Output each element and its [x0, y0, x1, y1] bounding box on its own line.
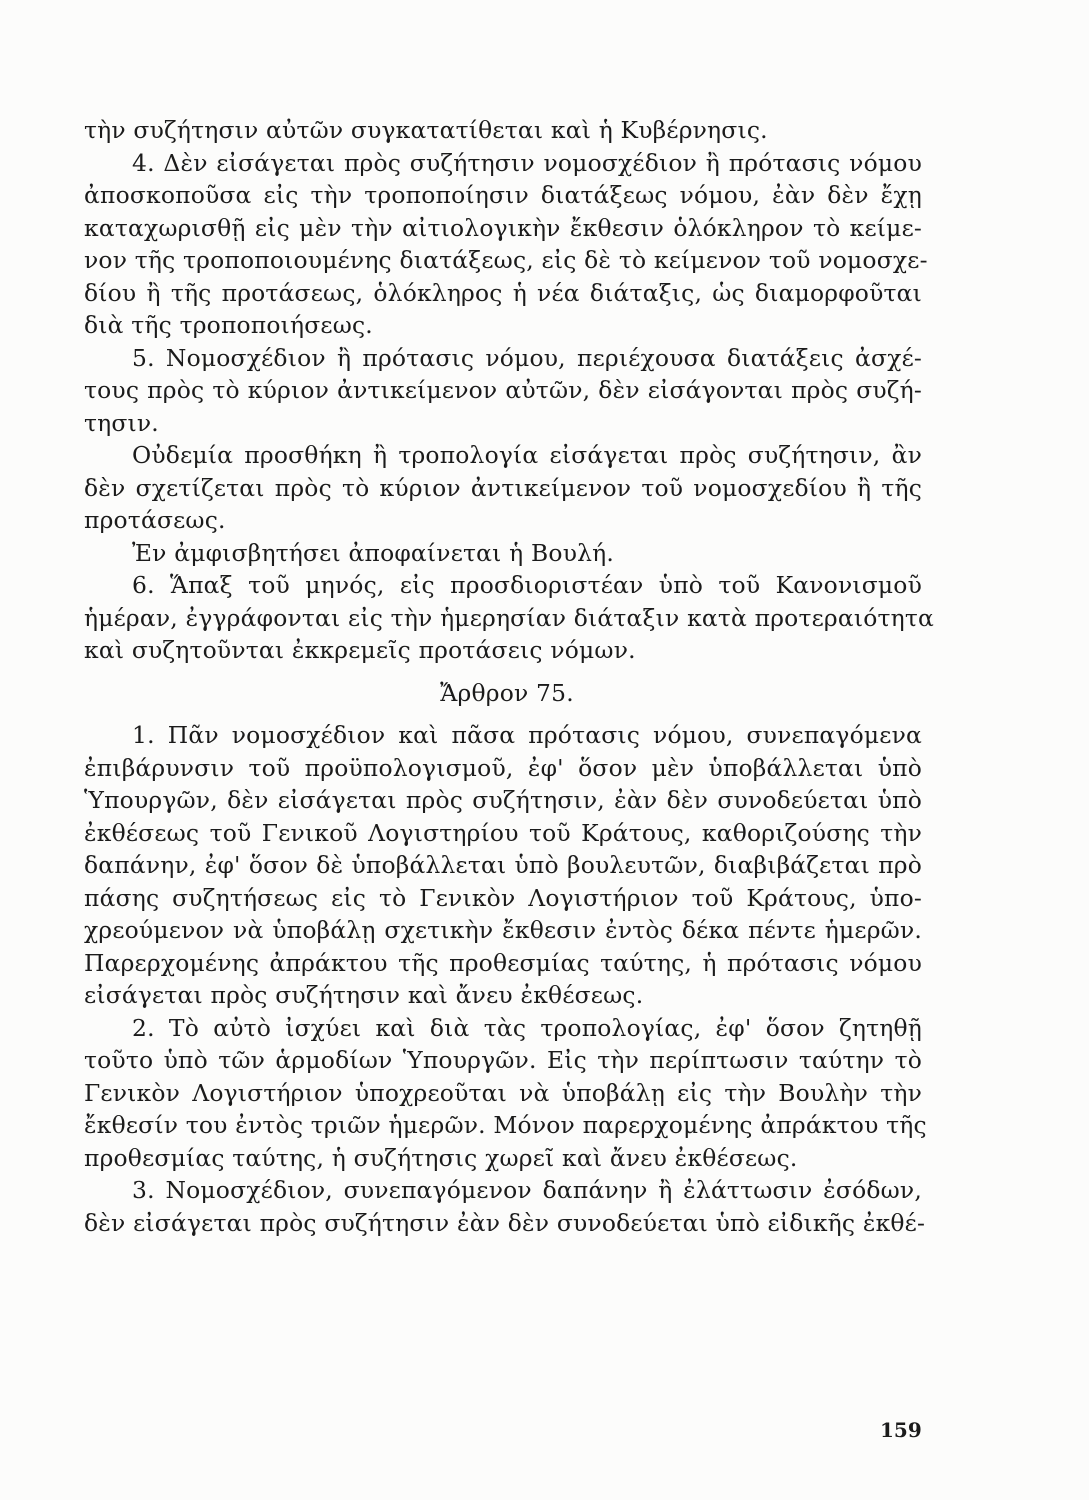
article-heading: Ἄρθρον 75. — [440, 678, 574, 707]
text-line: ἐκθέσεως τοῦ Γενικοῦ Λογιστηρίου τοῦ Κράτους, καθοριζούσης τὴν — [84, 818, 922, 847]
text-line: δίου ἢ τῆς προτάσεως, ὁλόκληρος ἡ νέα διάταξις, ὡς διαμορφοῦται — [84, 278, 922, 307]
text-line: προτάσεως. — [84, 506, 226, 534]
text-line: προθεσμίας ταύτης, ἡ συζήτησις χωρεῖ καὶ ἄνευ ἐκθέσεως. — [84, 1143, 798, 1172]
body-text — [84, 114, 935, 1239]
text-line: δὲν εἰσάγεται πρὸς συζήτησιν ἐὰν δὲν συνοδεύεται ὑπὸ εἰδικῆς ἐκθέ- — [84, 1208, 926, 1237]
page-number: 159 — [880, 1418, 922, 1442]
text-line: 3. Νομοσχέδιον, συνεπαγόμενον δαπάνην ἢ ἐλάττωσιν ἐσόδων, — [132, 1176, 922, 1204]
spacer — [84, 667, 922, 677]
text-line: καταχωρισθῇ εἰς μὲν τὴν αἰτιολογικὴν ἔκθεσιν ὁλόκληρον τὸ κείμε- — [84, 213, 922, 242]
text-line: ἔκθεσίν του ἐντὸς τριῶν ἡμερῶν. Μόνον παρερχομένης ἀπράκτου τῆς — [84, 1111, 927, 1139]
text-line: νον τῆς τροποποιουμένης διατάξεως, εἰς δὲ τὸ κείμενον τοῦ νομοσχε- — [84, 246, 928, 274]
text-line: χρεούμενον νὰ ὑποβάλῃ σχετικὴν ἔκθεσιν ἐντὸς δέκα πέντε ἡμερῶν. — [84, 916, 922, 944]
text-line: τησιν. — [84, 408, 159, 437]
text-line: 4. Δὲν εἰσάγεται πρὸς συζήτησιν νομοσχέδιον ἢ πρότασις νόμου — [132, 148, 922, 177]
spacer — [84, 709, 922, 719]
text-line: τους πρὸς τὸ κύριον ἀντικείμενον αὐτῶν, δὲν εἰσάγονται πρὸς συζή- — [84, 376, 922, 404]
text-line: καὶ συζητοῦνται ἐκκρεμεῖς προτάσεις νόμων. — [84, 636, 636, 664]
text-line: ἐπιβάρυνσιν τοῦ προϋπολογισμοῦ, ἐφ' ὅσον μὲν ὑποβάλλεται ὑπὸ — [84, 753, 922, 782]
text-line: δὲν σχετίζεται πρὸς τὸ κύριον ἀντικείμενον τοῦ νομοσχεδίου ἢ τῆς — [84, 473, 922, 502]
text-line: πάσης συζητήσεως εἰς τὸ Γενικὸν Λογιστήριον τοῦ Κράτους, ὑπο- — [84, 883, 922, 912]
paragraphs-after-heading — [84, 719, 927, 1239]
text-line: Ἐν ἀμφισβητήσει ἀποφαίνεται ἡ Βουλή. — [132, 538, 614, 567]
text-line: 6. Ἅπαξ τοῦ μηνός, εἰς προσδιοριστέαν ὑπὸ τοῦ Κανονισμοῦ — [132, 571, 922, 599]
text-line: Γενικὸν Λογιστήριον ὑποχρεοῦται νὰ ὑποβάλῃ εἰς τὴν Βουλὴν τὴν — [84, 1078, 922, 1107]
text-line: 5. Νομοσχέδιον ἢ πρότασις νόμου, περιέχουσα διατάξεις ἀσχέ- — [132, 343, 922, 372]
text-line: Ὑπουργῶν, δὲν εἰσάγεται πρὸς συζήτησιν, ἐὰν δὲν συνοδεύεται ὑπὸ — [84, 786, 922, 814]
text-line: εἰσάγεται πρὸς συζήτησιν καὶ ἄνευ ἐκθέσεως. — [84, 981, 644, 1009]
text-line: δαπάνην, ἐφ' ὅσον δὲ ὑποβάλλεται ὑπὸ βουλευτῶν, διαβιβάζεται πρὸ — [84, 851, 922, 879]
text-line: 2. Τὸ αὐτὸ ἰσχύει καὶ διὰ τὰς τροπολογίας, ἐφ' ὅσον ζητηθῇ — [132, 1013, 922, 1042]
text-line: τὴν συζήτησιν αὐτῶν συγκατατίθεται καὶ ἡ Κυβέρνησις. — [84, 116, 768, 144]
text-line: διὰ τῆς τροποποιήσεως. — [84, 311, 373, 339]
text-line: Οὐδεμία προσθήκη ἢ τροπολογία εἰσάγεται πρὸς συζήτησιν, ἂν — [132, 441, 922, 469]
text-line: ἀποσκοποῦσα εἰς τὴν τροποποίησιν διατάξεως νόμου, ἐὰν δὲν ἔχῃ — [84, 181, 922, 209]
paragraphs-before-heading — [84, 114, 935, 667]
text-line: τοῦτο ὑπὸ τῶν ἁρμοδίων Ὑπουργῶν. Εἰς τὴν περίπτωσιν ταύτην τὸ — [84, 1046, 922, 1074]
text-line: 1. Πᾶν νομοσχέδιον καὶ πᾶσα πρότασις νόμου, συνεπαγόμενα — [132, 721, 922, 749]
text-line: ἡμέραν, ἐγγράφονται εἰς τὴν ἡμερησίαν διάταξιν κατὰ προτεραιότητα — [84, 603, 935, 632]
text-line: Παρερχομένης ἀπράκτου τῆς προθεσμίας ταύτης, ἡ πρότασις νόμου — [84, 948, 922, 977]
